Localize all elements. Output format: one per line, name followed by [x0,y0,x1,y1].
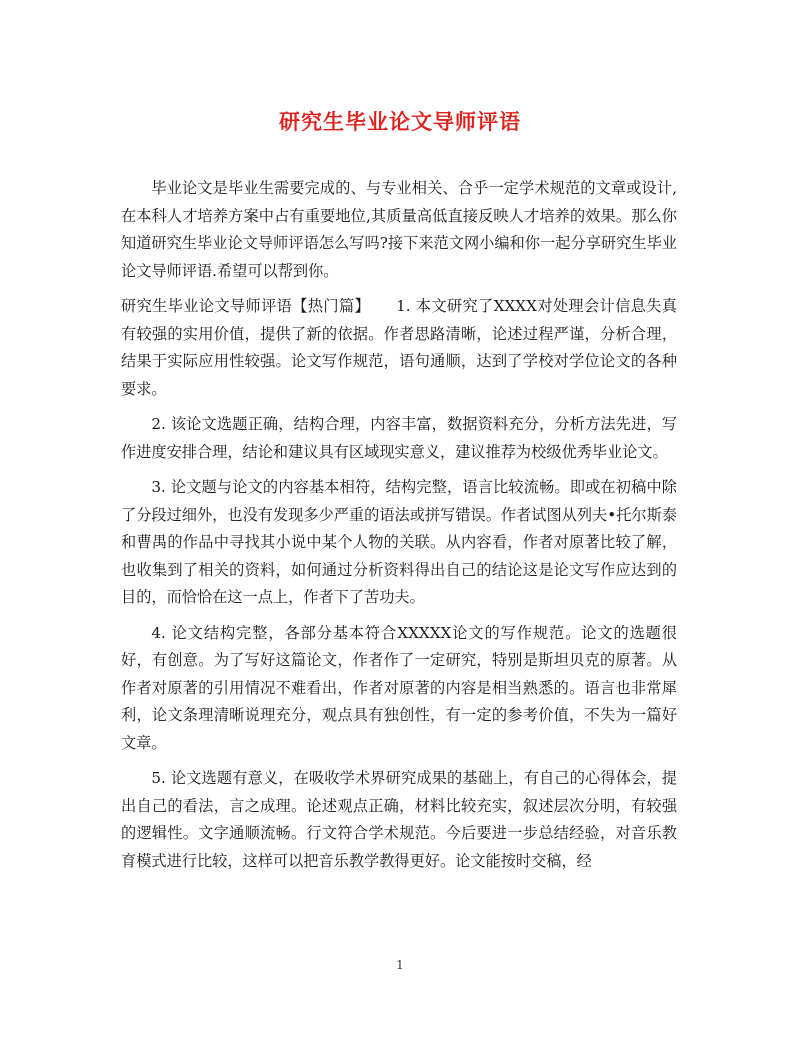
section-label: 研究生毕业论文导师评语【热门篇】 [121,297,371,315]
comment-item-5: 5. 论文选题有意义，在吸收学术界研究成果的基础上，有自己的心得体会，提出自己的看法，言之成理。论述观点正确，材料比较充实，叙述层次分明，有较强的逻辑性。文字通顺流畅。行文符合学术规范。今后要进一步总结经验，对音乐教育模式进行比较，这样可以把音乐教学教得更好。论文能按时交稿，经 [121,769,677,870]
comment-item-1: 1. 本文研究了XXXX对处理会计信息失真有较强的实用价值，提供了新的依据。作者思路清晰，论述过程严谨，分析合理，结果于实际应用性较强。论文写作规范，语句通顺，达到了学校对学位论文的各种要求。 [121,297,677,398]
intro-paragraph: 毕业论文是毕业生需要完成的、与专业相关、合乎一定学术规范的文章或设计,在本科人才培养方案中占有重要地位,其质量高低直接反映人才培养的效果。那么你知道研究生毕业论文导师评语怎么写吗?接下来范文网小编和你一起分享研究生毕业论文导师评语.希望可以帮到你。 [121,179,677,280]
page-number: 1 [396,958,404,972]
comment-item-4: 4. 论文结构完整，各部分基本符合XXXXX论文的写作规范。论文的选题很好，有创意。为了写好这篇论文，作者作了一定研究，特别是斯坦贝克的原著。从作者对原著的引用情况不难看出，作者对原著的内容是相当熟悉的。语言也非常犀利，论文条理清晰说理充分，观点具有独创性，有一定的参考价值，不失为一篇好文章。 [121,623,677,752]
document-body [121,175,677,883]
comment-item-2: 2. 该论文选题正确，结构合理，内容丰富，数据资料充分，分析方法先进，写作进度安排合理，结论和建议具有区域现实意义，建议推荐为校级优秀毕业论文。 [121,415,677,461]
document-title: 研究生毕业论文导师评语 [279,109,521,134]
comment-item-3: 3. 论文题与论文的内容基本相符，结构完整，语言比较流畅。即或在初稿中除了分段过细外，也没有发现多少严重的语法或拼写错误。作者试图从列夫•托尔斯泰和曹禺的作品中寻找其小说中某个人物的关联。从内容看，作者对原著比较了解，也收集到了相关的资料，如何通过分析资料得出自己的结论这是论文写作应达到的目的，而恰恰在这一点上，作者下了苦功夫。 [121,478,677,606]
first-comment-paragraph [121,293,677,403]
